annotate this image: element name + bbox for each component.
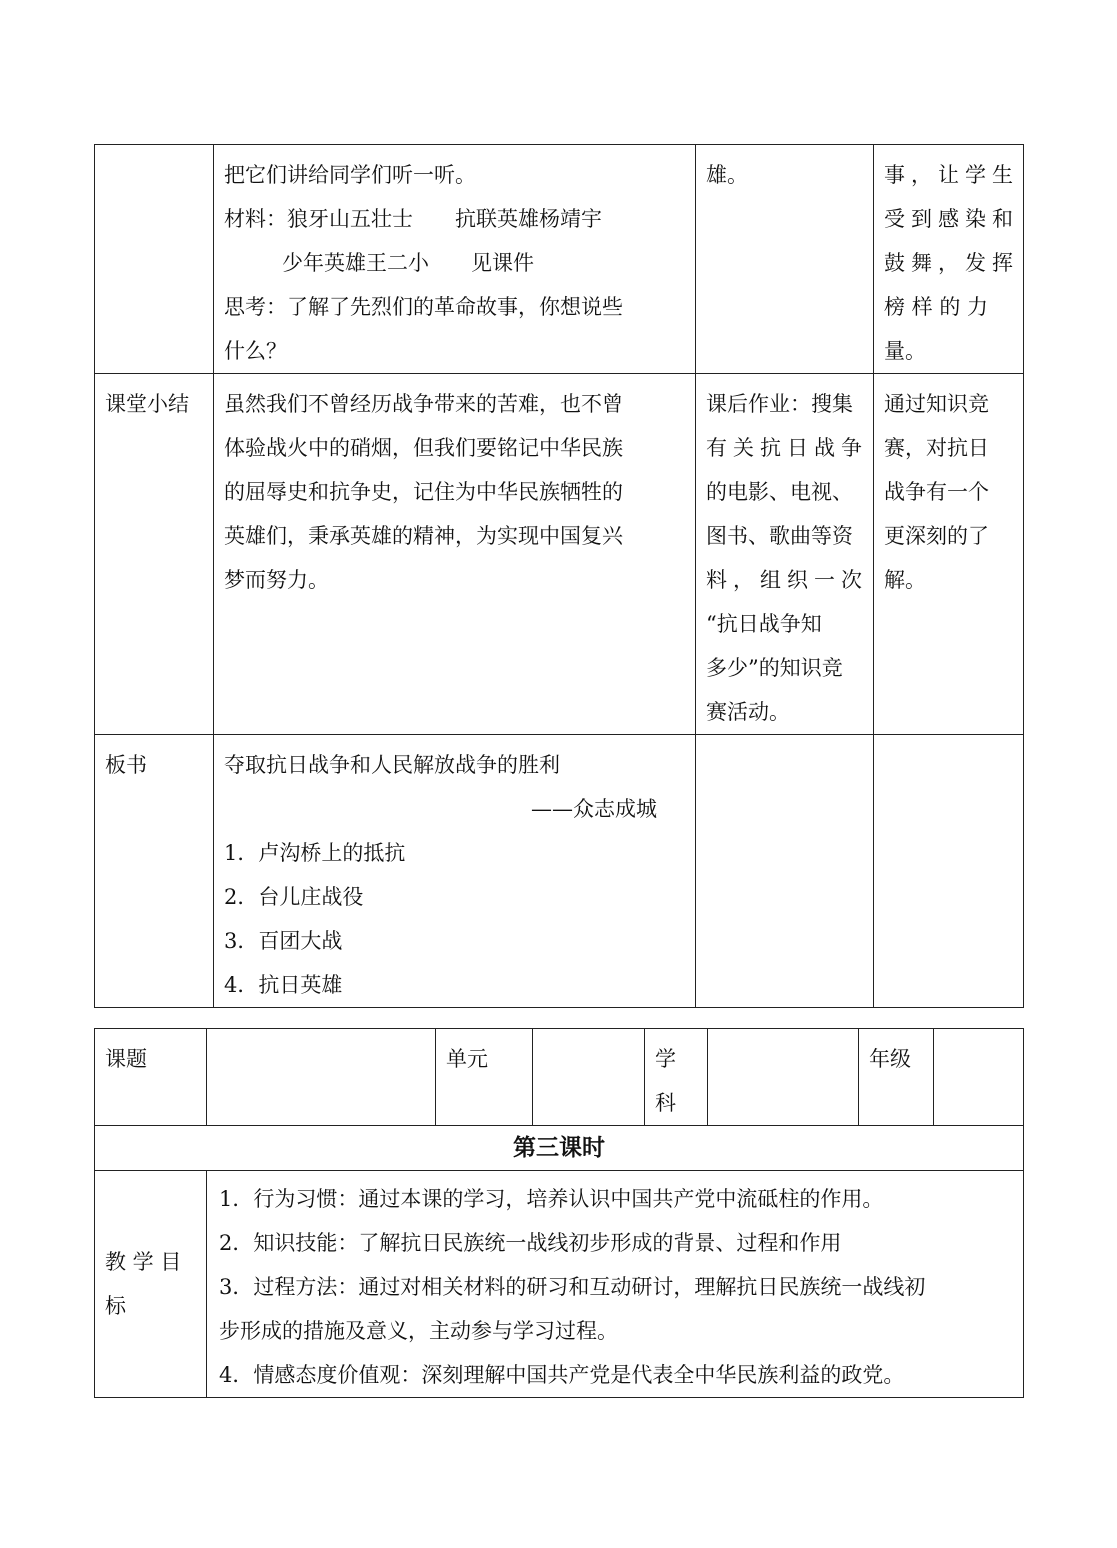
blackboard-item: 1．卢沟桥上的抵抗 (224, 841, 406, 865)
content-line: 把它们讲给同学们听一听。 (224, 163, 476, 187)
content-line: 思考：了解了先烈们的革命故事，你想说些 (224, 295, 623, 319)
intent-line: 量。 (884, 339, 926, 363)
goal-item: 1．行为习惯：通过本课的学习，培养认识中国共产党中流砥柱的作用。 (219, 1187, 884, 1211)
activity-line: 有关抗日战争 (706, 436, 868, 460)
intent-line: 事，让学生 (884, 163, 1019, 187)
unit-value-cell (533, 1029, 645, 1126)
topic-label-cell (95, 1029, 207, 1126)
section-title: 第三课时 (95, 1126, 1024, 1171)
blackboard-item: 2．台儿庄战役 (224, 885, 364, 909)
content-line: 什么？ (224, 339, 287, 363)
content-line: 梦而努力。 (224, 568, 329, 592)
goals-label: 教 学 目 (105, 1250, 182, 1274)
subject-value-cell (708, 1029, 859, 1126)
table-row-story (95, 145, 1024, 374)
goal-item: 2．知识技能：了解抗日民族统一战线初步形成的背景、过程和作用 (219, 1231, 842, 1255)
blackboard-item: 3．百团大战 (224, 929, 343, 953)
goals-label-cell (95, 1171, 207, 1398)
lesson-plan-table (94, 144, 1024, 1008)
goal-item: 步形成的措施及意义，主动参与学习过程。 (219, 1319, 618, 1343)
intent-cell (874, 374, 1024, 735)
content-line: 英雄们，秉承英雄的精神，为实现中国复兴 (224, 524, 623, 548)
topic-value-cell (207, 1029, 436, 1126)
grade-value-cell (934, 1029, 1024, 1126)
table-row-meta (95, 1029, 1024, 1126)
row-label: 板书 (105, 753, 147, 777)
activity-cell (696, 374, 874, 735)
intent-line: 赛，对抗日 (884, 436, 989, 460)
label-cell (95, 735, 214, 1008)
blackboard-item: 4．抗日英雄 (224, 973, 343, 997)
unit-label-cell (436, 1029, 533, 1126)
activity-line: 的电影、电视、 (706, 480, 853, 504)
intent-line: 战争有一个 (884, 480, 989, 504)
content-line: 虽然我们不曾经历战争带来的苦难，也不曾 (224, 392, 623, 416)
content-cell (214, 374, 696, 735)
content-line: 少年英雄王二小 见课件 (282, 251, 534, 275)
blackboard-subtitle: ——众志成城 (531, 797, 657, 821)
activity-cell-empty (696, 735, 874, 1008)
table-row-goals (95, 1171, 1024, 1398)
table-row-summary (95, 374, 1024, 735)
activity-line: 料，组织一次 (706, 568, 868, 592)
activity-line: 赛活动。 (706, 700, 790, 724)
content-line: 材料：狼牙山五壮士 抗联英雄杨靖宇 (224, 207, 602, 231)
activity-line: 雄。 (706, 163, 748, 187)
content-cell (214, 145, 696, 374)
label-cell (95, 374, 214, 735)
goals-cell (207, 1171, 1024, 1398)
intent-cell (874, 145, 1024, 374)
row-label: 课堂小结 (105, 392, 189, 416)
intent-line: 通过知识竞 (884, 392, 989, 416)
activity-line: 图书、歌曲等资 (706, 524, 853, 548)
goal-item: 4．情感态度价值观：深刻理解中国共产党是代表全中华民族利益的政党。 (219, 1363, 905, 1387)
grade-label: 年级 (869, 1047, 911, 1071)
blackboard-title: 夺取抗日战争和人民解放战争的胜利 (224, 753, 560, 777)
intent-line: 榜 样 的 力 (884, 295, 989, 319)
unit-label: 单元 (446, 1047, 488, 1071)
topic-label: 课题 (105, 1047, 147, 1071)
goal-item: 3．过程方法：通过对相关材料的研习和互动研讨，理解抗日民族统一战线初 (219, 1275, 926, 1299)
intent-line: 解。 (884, 568, 926, 592)
intent-cell-empty (874, 735, 1024, 1008)
intent-line: 更深刻的了 (884, 524, 989, 548)
subject-label: 科 (655, 1091, 676, 1115)
lesson-header-table (94, 1028, 1024, 1398)
grade-label-cell (859, 1029, 934, 1126)
content-line: 的屈辱史和抗争史，记住为中华民族牺牲的 (224, 480, 623, 504)
activity-cell (696, 145, 874, 374)
subject-label: 学 (655, 1047, 676, 1071)
content-cell (214, 735, 696, 1008)
subject-label-cell (645, 1029, 708, 1126)
content-line: 体验战火中的硝烟，但我们要铭记中华民族 (224, 436, 623, 460)
label-cell-empty (95, 145, 214, 374)
activity-line: 多少”的知识竞 (706, 656, 843, 680)
intent-line: 受到感染和 (884, 207, 1019, 231)
activity-line: 课后作业：搜集 (706, 392, 853, 416)
goals-label: 标 (105, 1294, 126, 1318)
table-row-section (95, 1126, 1024, 1171)
table-row-blackboard (95, 735, 1024, 1008)
intent-line: 鼓舞，发挥 (884, 251, 1019, 275)
activity-line: “抗日战争知 (706, 612, 822, 636)
